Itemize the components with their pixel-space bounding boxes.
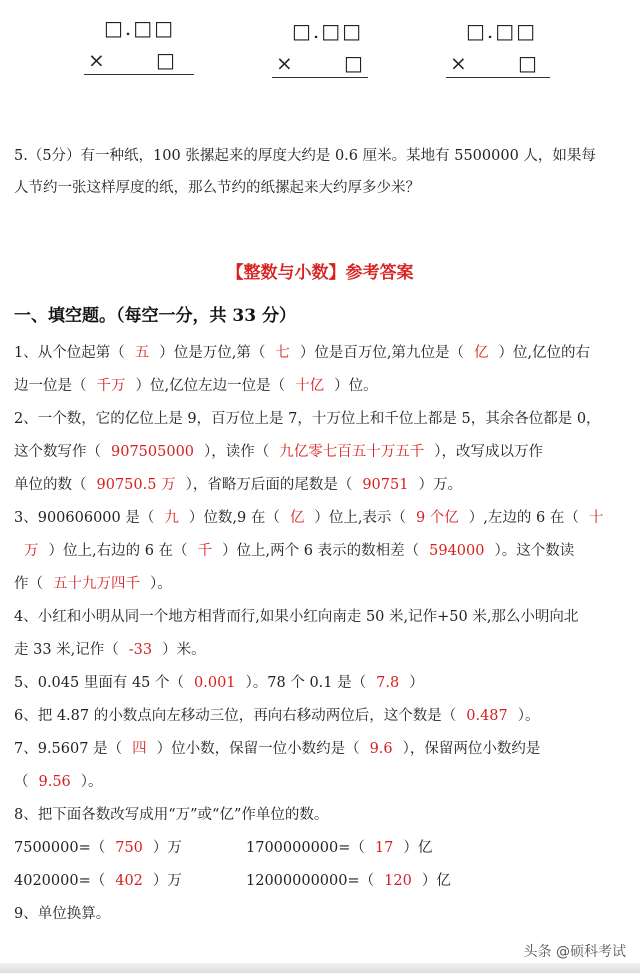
answer: 七 bbox=[275, 345, 290, 361]
answer: 亿 bbox=[473, 345, 489, 361]
answer: 402 bbox=[115, 873, 143, 889]
answer: 九 bbox=[164, 510, 179, 526]
multiplier-box: □ bbox=[156, 48, 175, 72]
answer: 十亿 bbox=[295, 378, 325, 394]
answer-item-2-cont: 这个数写作（ 907505000 ），读作（ 九亿零七百五十万五千 ），改写成以万作 bbox=[14, 444, 544, 460]
answer-item-3: 3、900606000 是（ 九 ）位数,9 在（ 亿 ）位上,表示（ 9 个亿 ）,左边的 6 在（ 十 bbox=[14, 506, 630, 527]
answer-item-1-cont: 边一位是（ 千万 ）位,亿位左边一位是（ 十亿 ）位。 bbox=[14, 378, 378, 394]
answer: 亿 bbox=[289, 510, 305, 526]
answer: 750 bbox=[115, 840, 143, 856]
answer: 90750.5 万 bbox=[96, 477, 176, 493]
conversion-row-2: 4020000=（ 402 ）万 bbox=[14, 873, 182, 889]
multiplicand: □.□□ bbox=[292, 19, 364, 43]
answer: 120 bbox=[384, 873, 412, 889]
answer-item-2: 2、一个数，它的亿位上是 9，百万位上是 7，十万位上和千位上都是 5，其余各位都是 0， bbox=[14, 411, 601, 427]
answer-item-6: 6、把 4.87 的小数点向左移动三位，再向右移动两位后，这个数是（ 0.487 ）。 bbox=[14, 708, 540, 724]
conversion-row-1-right: 1700000000=（ 17 ）亿 bbox=[246, 840, 433, 856]
answer: 四 bbox=[132, 741, 147, 757]
times-sign: × bbox=[450, 51, 467, 75]
question-5-line-1: 5.（5分）有一种纸，100 张摞起来的厚度大约是 0.6 厘米。某地有 5500000 人，如果每 bbox=[14, 148, 596, 164]
answer: 7.8 bbox=[376, 675, 400, 691]
underline bbox=[84, 74, 194, 75]
underline bbox=[272, 77, 368, 78]
answer-item-8: 8、把下面各数改写成用“万”或“亿”作单位的数。 bbox=[14, 807, 329, 823]
answer: 9.56 bbox=[38, 774, 71, 790]
multiplier-box: □ bbox=[344, 51, 363, 75]
answer: 五十九万四千 bbox=[53, 576, 140, 592]
underline bbox=[446, 77, 550, 78]
answer: 594000 bbox=[429, 543, 485, 559]
conversion-row-2-right: 12000000000=（ 120 ）亿 bbox=[246, 873, 451, 889]
answer: 9.6 bbox=[369, 741, 393, 757]
watermark: 头条 @硕科考试 bbox=[523, 944, 626, 960]
answer: 九亿零七百五十万五千 bbox=[279, 444, 425, 460]
times-sign: × bbox=[276, 51, 293, 75]
answer: 17 bbox=[374, 840, 394, 856]
section-heading: 一、填空题。（每空一分，共 33 分） bbox=[14, 306, 296, 326]
answer-item-3-cont: 万 ）位上,右边的 6 在（ 千 ）位上,两个 6 表示的数相差（ 594000 ）。这个数读 bbox=[14, 539, 630, 560]
conversion-row-1: 7500000=（ 750 ）万 bbox=[14, 840, 182, 856]
answer: 90751 bbox=[362, 477, 409, 493]
answer-item-1: 1、从个位起第（ 五 ）位是万位,第（ 七 ）位是百万位,第九位是（ 亿 ）位,亿位的右 bbox=[14, 345, 591, 361]
multiplier-box: □ bbox=[518, 51, 537, 75]
answer-item-2-cont2: 单位的数（ 90750.5 万 ），省略万后面的尾数是（ 90751 ）万。 bbox=[14, 477, 462, 493]
answer: 0.001 bbox=[194, 675, 236, 691]
answer: 万 bbox=[24, 543, 39, 559]
answer: 五 bbox=[134, 345, 150, 361]
answer-item-9: 9、单位换算。 bbox=[14, 906, 111, 922]
answer-item-7: 7、9.5607 是（ 四 ）位小数，保留一位小数约是（ 9.6 ），保留两位小数约是 bbox=[14, 741, 541, 757]
times-sign: × bbox=[88, 48, 105, 72]
answer: 十 bbox=[588, 510, 604, 526]
answer: 907505000 bbox=[111, 444, 195, 460]
multiplicand: □.□□ bbox=[104, 16, 176, 40]
page-edge bbox=[0, 963, 640, 973]
question-5-line-2: 人节约一张这样厚度的纸，那么节约的纸摞起来大约厚多少米？ bbox=[14, 180, 420, 196]
answer: 千万 bbox=[96, 378, 126, 394]
multiplicand: □.□□ bbox=[466, 19, 538, 43]
answer: 0.487 bbox=[466, 708, 508, 724]
answer: 千 bbox=[197, 543, 213, 559]
answer-item-4-cont: 走 33 米,记作（ -33 ）米。 bbox=[14, 642, 206, 658]
answer: -33 bbox=[128, 642, 153, 658]
answer-key-title: 【整数与小数】参考答案 bbox=[226, 263, 414, 283]
answer-item-5: 5、0.045 里面有 45 个（ 0.001 ）。78 个 0.1 是（ 7.8 ） bbox=[14, 675, 424, 691]
answer: 9 个亿 bbox=[415, 510, 459, 526]
answer-item-7-cont: （ 9.56 ）。 bbox=[14, 774, 103, 790]
answer-item-4: 4、小红和小明从同一个地方相背而行,如果小红向南走 50 米,记作+50 米,那么小明向北 bbox=[14, 609, 579, 625]
answer-item-3-cont2: 作（ 五十九万四千 ）。 bbox=[14, 576, 172, 592]
